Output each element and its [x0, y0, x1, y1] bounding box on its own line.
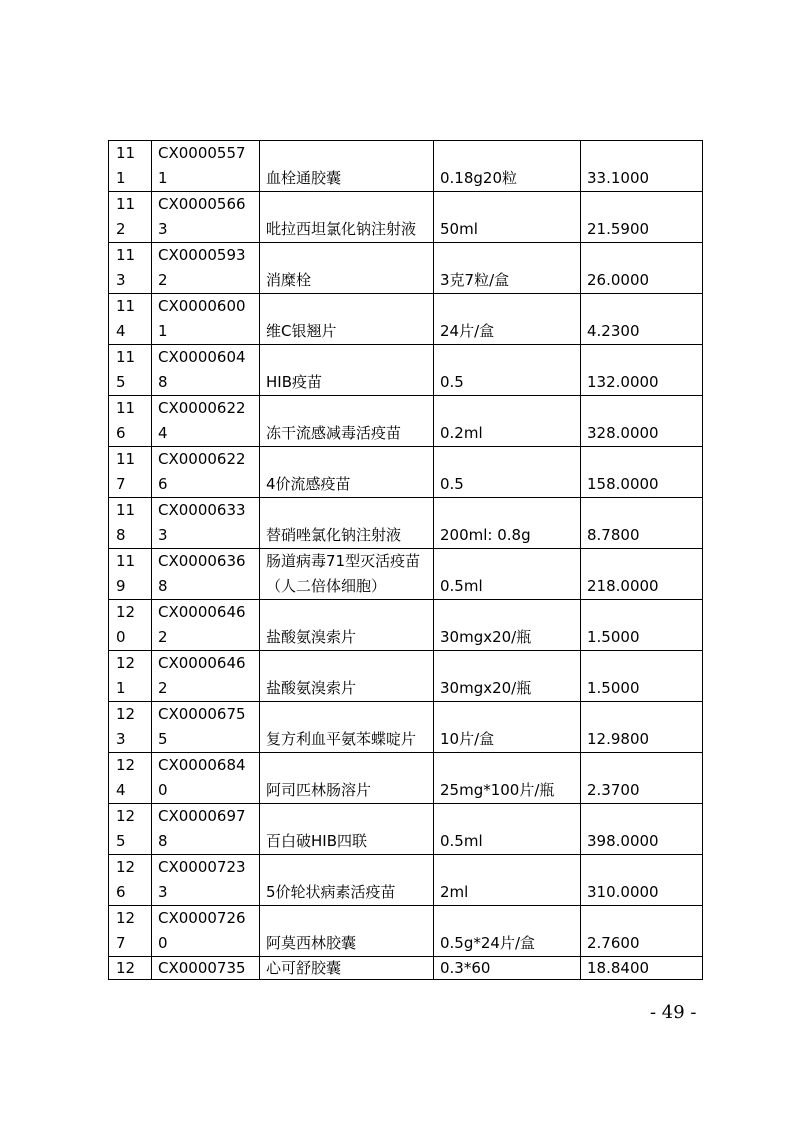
table-row [109, 651, 703, 702]
drug-code-cell-part: CX0000636 [158, 552, 246, 570]
row-number-cell [109, 600, 152, 651]
drug-price-cell: 132.0000 [581, 345, 703, 396]
row-number-cell-part: 3 [116, 271, 126, 289]
drug-code-cell-part: CX0000622 [158, 450, 246, 468]
drug-code-cell-part: 3 [158, 883, 168, 901]
drug-code-cell-part: 1 [158, 322, 168, 340]
row-number-cell-part: 11 [116, 552, 136, 570]
drug-code-cell [152, 804, 260, 855]
row-number-cell-part: 11 [116, 450, 136, 468]
table-body [109, 141, 703, 980]
row-number-cell-part: 11 [116, 144, 136, 162]
drug-code-cell-part: CX0000723 [158, 858, 246, 876]
drug-code-cell-part: 2 [158, 679, 168, 697]
drug-price-cell: 33.1000 [581, 141, 703, 192]
drug-code-cell-part: 8 [158, 373, 168, 391]
drug-code-cell [152, 600, 260, 651]
drug-spec-cell: 0.5ml [434, 549, 581, 600]
row-number-cell-part: 11 [116, 297, 136, 315]
row-number-cell-part: 6 [116, 883, 126, 901]
row-number-cell [109, 753, 152, 804]
drug-code-cell [152, 243, 260, 294]
drug-code-cell-part: CX0000646 [158, 654, 246, 672]
drug-code-cell [152, 753, 260, 804]
drug-code-cell-part: CX0000557 [158, 144, 246, 162]
drug-code-cell [152, 141, 260, 192]
table-row [109, 804, 703, 855]
table-row [109, 396, 703, 447]
table-row [109, 906, 703, 957]
drug-name-cell: 肠道病毒71型灭活疫苗（人二倍体细胞） [260, 549, 434, 600]
drug-code-cell-part: 2 [158, 271, 168, 289]
drug-code-cell-part: CX0000726 [158, 909, 246, 927]
drug-name-cell: HIB疫苗 [260, 345, 434, 396]
drug-code-cell [152, 957, 260, 980]
drug-spec-cell: 0.3*60 [434, 957, 581, 980]
drug-price-table [108, 140, 703, 980]
table-row [109, 243, 703, 294]
drug-code-cell [152, 702, 260, 753]
drug-spec-cell: 0.18g20粒 [434, 141, 581, 192]
drug-name-cell: 吡拉西坦氯化钠注射液 [260, 192, 434, 243]
drug-price-cell: 12.9800 [581, 702, 703, 753]
drug-spec-cell: 0.5ml [434, 804, 581, 855]
drug-spec-cell: 3克7粒/盒 [434, 243, 581, 294]
table-row [109, 702, 703, 753]
drug-code-cell [152, 855, 260, 906]
drug-name-cell: 阿莫西林胶囊 [260, 906, 434, 957]
drug-code-cell-part: 3 [158, 526, 168, 544]
drug-price-cell: 310.0000 [581, 855, 703, 906]
row-number-cell [109, 141, 152, 192]
drug-code-cell-part: 1 [158, 169, 168, 187]
drug-price-cell: 21.5900 [581, 192, 703, 243]
row-number-cell-part: 11 [116, 399, 136, 417]
table-row [109, 294, 703, 345]
drug-name-cell: 盐酸氨溴索片 [260, 651, 434, 702]
row-number-cell [109, 804, 152, 855]
row-number-cell [109, 345, 152, 396]
row-number-cell-part: 1 [116, 679, 126, 697]
drug-price-cell: 1.5000 [581, 600, 703, 651]
table-row [109, 549, 703, 600]
row-number-cell-part: 11 [116, 195, 136, 213]
drug-price-cell: 4.2300 [581, 294, 703, 345]
drug-price-cell: 1.5000 [581, 651, 703, 702]
row-number-cell [109, 549, 152, 600]
drug-price-cell: 2.3700 [581, 753, 703, 804]
row-number-cell-part: 12 [116, 756, 136, 774]
drug-code-cell-part: 5 [158, 730, 168, 748]
drug-code-cell-part: 4 [158, 424, 168, 442]
row-number-cell [109, 855, 152, 906]
drug-spec-cell: 2ml [434, 855, 581, 906]
row-number-cell [109, 651, 152, 702]
drug-name-cell: 百白破HIB四联 [260, 804, 434, 855]
drug-price-cell: 218.0000 [581, 549, 703, 600]
table-row [109, 855, 703, 906]
row-number-cell-part: 0 [116, 628, 126, 646]
drug-name-cell: 消糜栓 [260, 243, 434, 294]
drug-code-cell-part: 8 [158, 577, 168, 595]
drug-name-cell: 5价轮状病素活疫苗 [260, 855, 434, 906]
table-row [109, 498, 703, 549]
drug-spec-cell: 30mgx20/瓶 [434, 600, 581, 651]
drug-code-cell [152, 192, 260, 243]
table-row [109, 345, 703, 396]
drug-spec-cell: 0.5g*24片/盒 [434, 906, 581, 957]
row-number-cell-part: 2 [116, 220, 126, 238]
row-number-cell-part: 5 [116, 373, 126, 391]
row-number-cell-part: 5 [116, 832, 126, 850]
drug-price-cell: 26.0000 [581, 243, 703, 294]
row-number-cell-part: 8 [116, 526, 126, 544]
drug-code-cell [152, 498, 260, 549]
drug-code-cell [152, 906, 260, 957]
row-number-cell [109, 396, 152, 447]
drug-code-cell-part: CX0000600 [158, 297, 246, 315]
drug-spec-cell: 24片/盒 [434, 294, 581, 345]
row-number-cell-part: 7 [116, 475, 126, 493]
row-number-cell-part: 12 [116, 705, 136, 723]
row-number-cell [109, 498, 152, 549]
drug-code-cell-part: CX0000697 [158, 807, 246, 825]
drug-name-cell: 替硝唑氯化钠注射液 [260, 498, 434, 549]
row-number-cell [109, 447, 152, 498]
drug-code-cell-part: CX0000684 [158, 756, 246, 774]
drug-spec-cell: 0.5 [434, 447, 581, 498]
drug-name-cell: 血栓通胶囊 [260, 141, 434, 192]
table-row [109, 957, 703, 980]
drug-code-cell-part: CX0000646 [158, 603, 246, 621]
drug-spec-cell: 0.2ml [434, 396, 581, 447]
drug-code-cell-part: CX0000675 [158, 705, 246, 723]
row-number-cell-part: 4 [116, 781, 126, 799]
row-number-cell-part: 1 [116, 169, 126, 187]
drug-spec-cell: 10片/盒 [434, 702, 581, 753]
row-number-cell [109, 957, 152, 980]
drug-code-cell-part: 0 [158, 934, 168, 952]
drug-code-cell-part: CX0000566 [158, 195, 246, 213]
drug-code-cell-part: CX0000593 [158, 246, 246, 264]
row-number-cell [109, 702, 152, 753]
drug-price-cell: 2.7600 [581, 906, 703, 957]
drug-code-cell-part: 2 [158, 628, 168, 646]
drug-code-cell-part: 3 [158, 220, 168, 238]
drug-code-cell [152, 651, 260, 702]
row-number-cell-part: 12 [116, 603, 136, 621]
drug-name-cell: 冻干流感减毒活疫苗 [260, 396, 434, 447]
drug-code-cell [152, 345, 260, 396]
row-number-cell-part: 11 [116, 348, 136, 366]
drug-code-cell-part: 6 [158, 475, 168, 493]
row-number-cell [109, 243, 152, 294]
drug-name-cell: 维C银翘片 [260, 294, 434, 345]
drug-name-cell: 阿司匹林肠溶片 [260, 753, 434, 804]
row-number-cell-part: 7 [116, 934, 126, 952]
drug-price-cell: 8.7800 [581, 498, 703, 549]
drug-spec-cell: 30mgx20/瓶 [434, 651, 581, 702]
row-number-cell-part: 12 [116, 909, 136, 927]
drug-spec-cell: 25mg*100片/瓶 [434, 753, 581, 804]
drug-code-cell [152, 447, 260, 498]
table-row [109, 600, 703, 651]
row-number-cell-part: 11 [116, 501, 136, 519]
table-row [109, 192, 703, 243]
drug-spec-cell: 50ml [434, 192, 581, 243]
row-number-cell [109, 192, 152, 243]
table-row [109, 753, 703, 804]
row-number-cell-part: 12 [116, 858, 136, 876]
row-number-cell-part: 6 [116, 424, 126, 442]
row-number-cell-part: 12 [116, 959, 136, 977]
drug-spec-cell: 0.5 [434, 345, 581, 396]
drug-code-cell-part: 8 [158, 832, 168, 850]
table-row [109, 141, 703, 192]
drug-code-cell [152, 549, 260, 600]
drug-code-cell [152, 294, 260, 345]
drug-spec-cell: 200ml: 0.8g [434, 498, 581, 549]
drug-name-cell: 复方利血平氨苯蝶啶片 [260, 702, 434, 753]
drug-code-cell-part: CX0000735 [158, 959, 246, 977]
page-number: - 49 - [650, 1002, 697, 1023]
drug-name-cell: 心可舒胶囊 [260, 957, 434, 980]
row-number-cell [109, 294, 152, 345]
drug-code-cell [152, 396, 260, 447]
drug-price-cell: 158.0000 [581, 447, 703, 498]
row-number-cell-part: 12 [116, 807, 136, 825]
drug-price-cell: 398.0000 [581, 804, 703, 855]
drug-code-cell-part: 0 [158, 781, 168, 799]
row-number-cell-part: 4 [116, 322, 126, 340]
drug-code-cell-part: CX0000633 [158, 501, 246, 519]
table-row [109, 447, 703, 498]
row-number-cell-part: 12 [116, 654, 136, 672]
drug-code-cell-part: CX0000604 [158, 348, 246, 366]
row-number-cell-part: 11 [116, 246, 136, 264]
row-number-cell-part: 3 [116, 730, 126, 748]
drug-name-cell: 4价流感疫苗 [260, 447, 434, 498]
row-number-cell [109, 906, 152, 957]
drug-code-cell-part: CX0000622 [158, 399, 246, 417]
drug-price-cell: 328.0000 [581, 396, 703, 447]
drug-price-cell: 18.8400 [581, 957, 703, 980]
row-number-cell-part: 9 [116, 577, 126, 595]
drug-name-cell: 盐酸氨溴索片 [260, 600, 434, 651]
